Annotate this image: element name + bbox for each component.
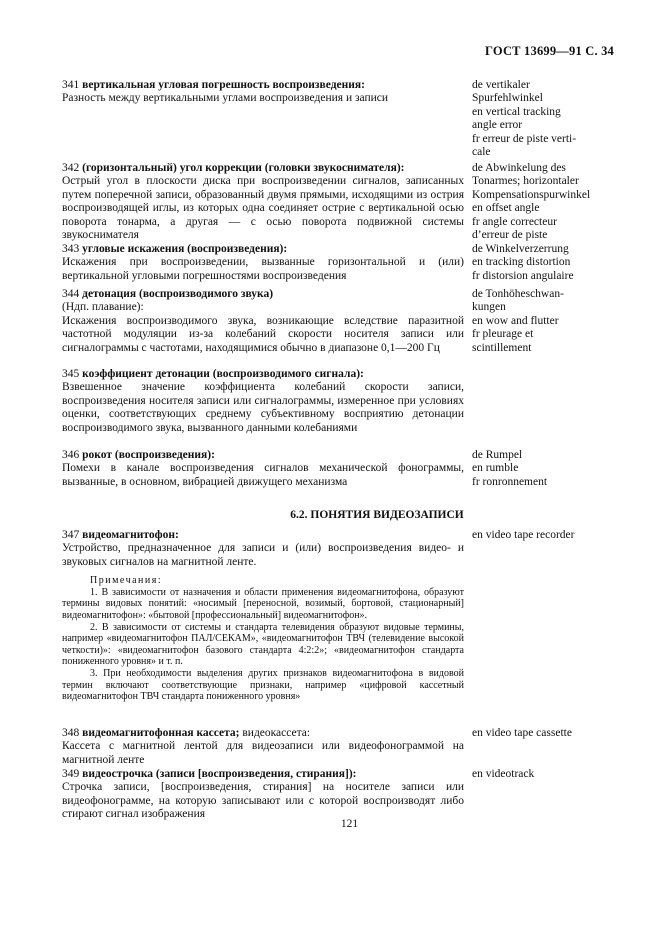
equivalent: de vertikaler bbox=[472, 79, 530, 91]
entry-definition: Искажения при воспроизведении, вызванные горизонтальной и (или) вертикальной угловыми погрешностями воспроизведения bbox=[62, 256, 464, 282]
entry-left-345 bbox=[62, 368, 464, 435]
equivalent: en rumble bbox=[472, 462, 519, 475]
entry-definition: Разность между вертикальными углами воспроизведения и записи bbox=[62, 92, 389, 105]
entry-deprecated: (Ндп. плавание): bbox=[62, 301, 144, 314]
entry-equivalents-349 bbox=[472, 768, 612, 781]
entry-number: 345 bbox=[62, 368, 80, 380]
notes-title: Примечания: bbox=[90, 575, 163, 587]
entry-equivalents-347 bbox=[472, 529, 612, 542]
entry-definition: Острый угол в плоскости диска при воспроизведении сигналов, записанных путем поперечной записи, образованный двумя прямыми, исходящими из острия воспроизводящей иглы, из которых одна соединяет острие с вертикальной осью поворота тонарма, а другая — с осью поворота подвижной системы звукоснимателя bbox=[62, 175, 464, 242]
equivalent: de Tonhöheschwan- bbox=[472, 288, 564, 300]
equivalent: Kompensationspurwinkel bbox=[472, 188, 591, 201]
entry-term: вертикальная угловая погрешность воспроизведения: bbox=[82, 79, 365, 91]
entry-number: 347 bbox=[62, 529, 80, 541]
entry-left-343 bbox=[62, 243, 464, 283]
entry-term-rest: видеокассета: bbox=[239, 727, 311, 739]
entry-term: рокот (воспроизведения): bbox=[82, 449, 215, 461]
equivalent: fr erreur de piste verti- bbox=[472, 132, 577, 145]
entry-number: 344 bbox=[62, 288, 80, 300]
entry-definition: Помехи в канале воспроизведения сигналов механической фонограммы, вызванные, в основном, вибрацией движущего механизма bbox=[62, 462, 464, 488]
entry-definition: Строчка записи, [воспроизведения, стирания] на носителе записи или видеофонограмме, на которую записывают или с которой воспроизводят либо стирают сигнал изображения bbox=[62, 781, 464, 821]
entry-left-347 bbox=[62, 529, 464, 703]
equivalent: kungen bbox=[472, 301, 506, 314]
notes-block bbox=[62, 575, 464, 703]
entry-left-348 bbox=[62, 727, 464, 767]
entry-left-341 bbox=[62, 79, 464, 106]
page-number: 121 bbox=[340, 818, 359, 830]
entry-equivalents-344 bbox=[472, 288, 612, 355]
equivalent: en videotrack bbox=[472, 768, 535, 780]
entry-equivalents-346 bbox=[472, 449, 612, 489]
note-item: 1. В зависимости от назначения и области применения видеомагнитофона, образуют термины видовых понятий: «носимый [переносной, возимый, бортовой, стационарный] видеомагнитофон»: «бытовой [профессиональный] видеомагнитофон». bbox=[62, 586, 464, 621]
equivalent: fr pleurage et bbox=[472, 328, 534, 341]
equivalent: de Rumpel bbox=[472, 449, 523, 461]
entry-number: 349 bbox=[62, 768, 80, 780]
entry-term: видеомагнитофон: bbox=[82, 529, 179, 541]
note-item: 2. В зависимости от системы и стандарта телевидения образуют видовые термины, например «видеомагнитофон ПАЛ/СЕКАМ», «видеомагнитофон ТВЧ (телевидение высокой четкости)»: «видеомагнитофон базового стандарта 4:2:2»; «видеомагнитофон стандарта пониженного уровня» и т. п. bbox=[62, 621, 464, 668]
equivalent: en video tape cassette bbox=[472, 727, 572, 739]
equivalent: Tonarmes; horizontaler bbox=[472, 175, 579, 188]
entry-equivalents-348 bbox=[472, 727, 612, 740]
entry-left-346 bbox=[62, 449, 464, 489]
equivalent: en offset angle bbox=[472, 202, 540, 215]
entry-term: коэффициент детонации (воспроизводимого сигнала): bbox=[82, 368, 364, 380]
entry-number: 342 bbox=[62, 162, 80, 174]
page-header: ГОСТ 13699—91 С. 34 bbox=[485, 44, 614, 58]
equivalent: en video tape recorder bbox=[472, 529, 575, 541]
entry-number: 348 bbox=[62, 727, 80, 739]
equivalent: en tracking distortion bbox=[472, 256, 571, 269]
entry-number: 343 bbox=[62, 243, 80, 255]
equivalent: fr ronronnement bbox=[472, 475, 548, 488]
entry-number: 346 bbox=[62, 449, 80, 461]
equivalent: angle error bbox=[472, 119, 523, 132]
equivalent: d’erreur de piste bbox=[472, 229, 548, 242]
entry-term: (горизонтальный) угол коррекции (головки звукоснимателя): bbox=[82, 162, 405, 174]
equivalent: fr distorsion angulaire bbox=[472, 269, 574, 282]
entry-number: 341 bbox=[62, 79, 80, 91]
entry-definition: Взвешенное значение коэффициента колебаний скорости записи, воспроизведения носителя записи или сигналограммы, измеренное при условиях оценки, соответствующих среднему субъективному восприятию детонации воспроизводимого звука, вызванного данными колебаниями bbox=[62, 381, 464, 434]
section-title: 6.2. ПОНЯТИЯ ВИДЕОЗАПИСИ bbox=[290, 509, 464, 521]
entry-term: видеострочка (записи [воспроизведения, стирания]): bbox=[82, 768, 357, 780]
entry-left-344 bbox=[62, 288, 464, 355]
entry-term: видеомагнитофонная кассета; bbox=[82, 727, 240, 739]
entry-left-349 bbox=[62, 768, 464, 822]
equivalent: en vertical tracking bbox=[472, 105, 561, 118]
entry-definition: Искажения воспроизводимого звука, возникающие вследствие паразитной частотной модуляции из-за колебаний скорости носителя записи или сигналограммы с частотами, находящимися обычно в диапазоне 0,1—200 Гц bbox=[62, 314, 464, 354]
equivalent: fr angle correcteur bbox=[472, 215, 557, 228]
entry-definition: Кассета с магнитной лентой для видеозаписи или видеофонограммой на магнитной ленте bbox=[62, 740, 464, 766]
equivalent: cale bbox=[472, 146, 491, 159]
entry-term: угловые искажения (воспроизведения): bbox=[82, 243, 288, 255]
equivalent: scintillement bbox=[472, 341, 532, 354]
entry-definition: Устройство, предназначенное для записи и (или) воспроизведения видео- и звуковых сигналов на магнитной ленте. bbox=[62, 542, 464, 568]
equivalent: en wow and flutter bbox=[472, 314, 559, 327]
entry-equivalents-341 bbox=[472, 79, 612, 159]
entry-left-342 bbox=[62, 162, 464, 242]
entry-term: детонация (воспроизводимого звука) bbox=[82, 288, 274, 300]
note-item: 3. При необходимости выделения других признаков видеомагнитофона в видовой термин включают соответствующие признаки, например «цифровой кассетный видеомагнитофон ТВЧ стандарта пониженного уровня» bbox=[62, 667, 464, 703]
entry-equivalents-342 bbox=[472, 162, 612, 242]
entry-equivalents-343 bbox=[472, 243, 612, 283]
equivalent: Spurfehlwinkel bbox=[472, 92, 543, 105]
equivalent: de Abwinkelung des bbox=[472, 162, 566, 174]
equivalent: de Winkelverzerrung bbox=[472, 243, 569, 255]
